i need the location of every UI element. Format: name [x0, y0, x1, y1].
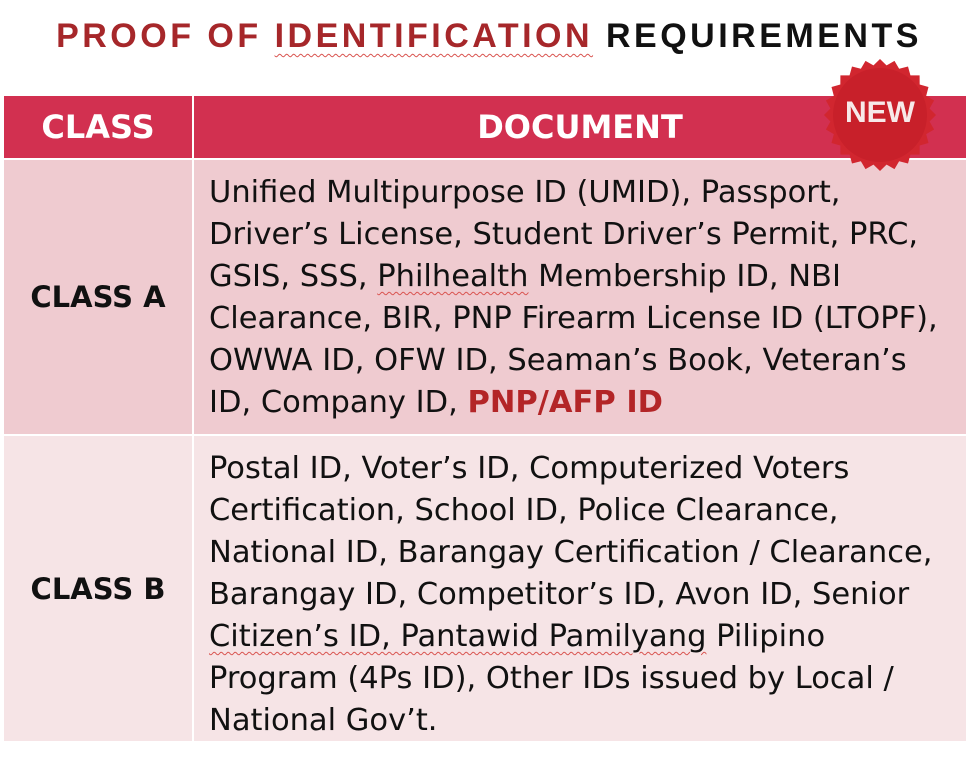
class-b-doc-text-2: Pilipino Program (4Ps ID), Other IDs issued by Local / National Gov’t. [209, 619, 894, 738]
class-b-cell [4, 436, 192, 741]
class-a-doc-text-philhealth: Philhealth [377, 259, 529, 294]
page-title [0, 14, 978, 58]
requirements-table [4, 96, 966, 741]
class-b-documents-cell [194, 436, 966, 741]
new-badge-seal-icon [823, 58, 937, 172]
title-part-requirements: REQUIREMENTS [593, 17, 922, 55]
class-a-label: CLASS A [30, 280, 166, 314]
title-part-identification: IDENTIFICATION [274, 17, 594, 55]
class-a-doc-text-2: Membership ID, NBI Clearance, BIR, PNP Firearm License ID (LTOPF), OWWA ID, OFW ID, Seaman’s Book, Veteran’s ID, Company ID, [209, 259, 938, 420]
header-document: DOCUMENT [194, 96, 966, 158]
new-badge-label: NEW [845, 96, 915, 129]
title-part-proof-of: PROOF OF [56, 17, 275, 55]
class-b-documents-text [209, 448, 954, 742]
class-b-label: CLASS B [30, 571, 166, 606]
class-a-doc-text-1: Unified Multipurpose ID (UMID), Passport, Driver’s License, Student Driver’s Permit, PRC, GSIS, SSS, [209, 175, 919, 294]
class-b-doc-text-citizens-pantawid: Citizen’s ID, Pantawid Pamilyang [209, 619, 707, 654]
class-a-highlight-pnp-afp-id: PNP/AFP ID [467, 385, 663, 420]
new-badge [823, 58, 937, 172]
class-a-cell [4, 160, 192, 434]
class-b-doc-text-1: Postal ID, Voter’s ID, Computerized Voters Certification, School ID, Police Clearance, National ID, Barangay Certification / Clearance, Barangay ID, Competitor’s ID, Avon ID, Senior [209, 451, 933, 612]
header-class: CLASS [4, 96, 192, 158]
class-a-documents-cell [194, 160, 966, 434]
class-a-documents-text [209, 172, 954, 424]
